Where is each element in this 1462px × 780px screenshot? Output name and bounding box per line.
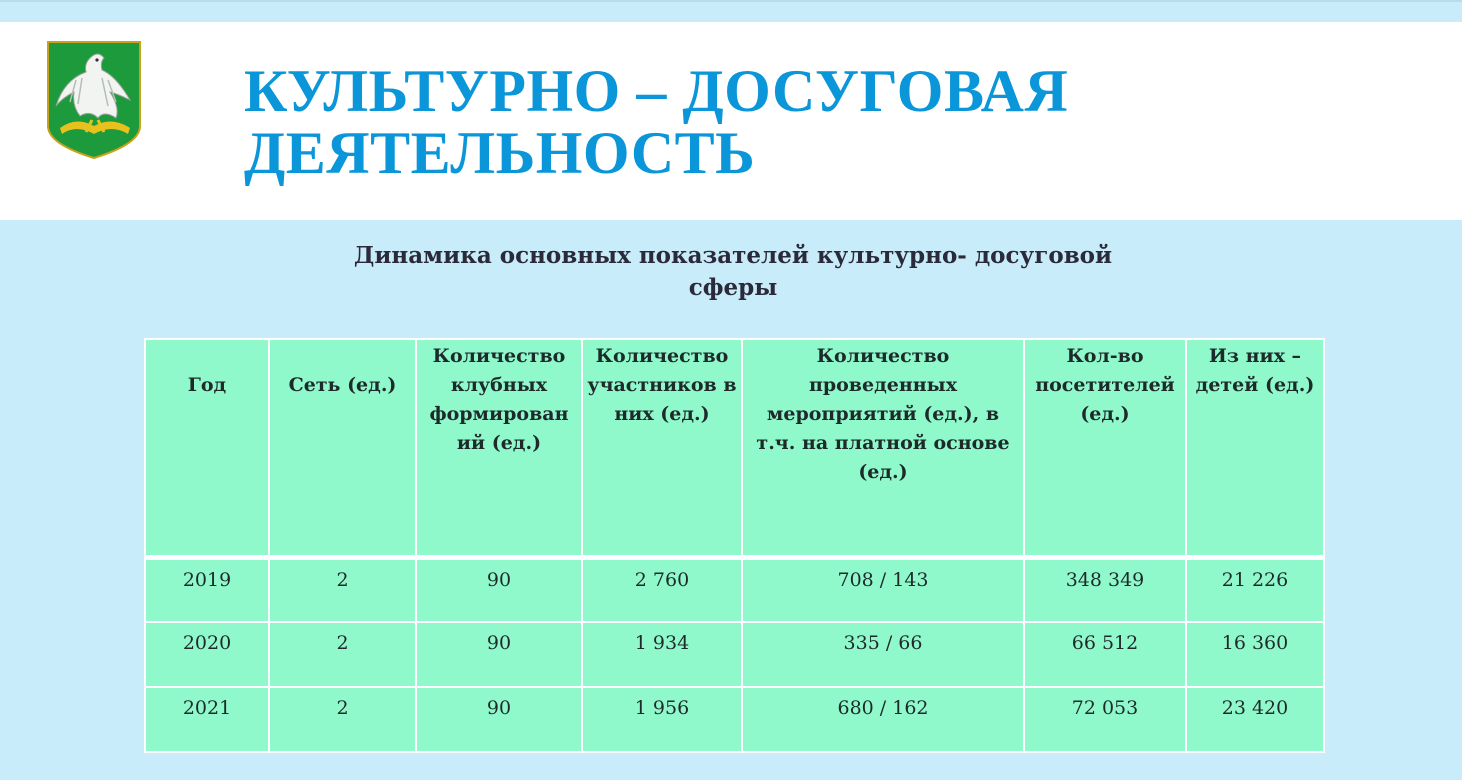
header-participants: Количество участников в них (ед.) bbox=[582, 339, 742, 557]
coat-of-arms-emblem-icon bbox=[46, 40, 142, 160]
cell-children: 23 420 bbox=[1186, 687, 1324, 752]
table-row bbox=[145, 557, 1324, 622]
cell-year: 2020 bbox=[145, 622, 269, 687]
table-row bbox=[145, 687, 1324, 752]
table-caption bbox=[0, 240, 1462, 304]
cell-network: 2 bbox=[269, 557, 416, 622]
cell-club-formations: 90 bbox=[416, 687, 582, 752]
cell-participants: 1 934 bbox=[582, 622, 742, 687]
cell-network: 2 bbox=[269, 687, 416, 752]
cell-visitors: 72 053 bbox=[1024, 687, 1186, 752]
cell-network: 2 bbox=[269, 622, 416, 687]
header-children: Из них – детей (ед.) bbox=[1186, 339, 1324, 557]
top-strip bbox=[0, 0, 1462, 22]
cell-club-formations: 90 bbox=[416, 557, 582, 622]
cell-events: 680 / 162 bbox=[742, 687, 1024, 752]
header-network: Сеть (ед.) bbox=[269, 339, 416, 557]
cell-children: 21 226 bbox=[1186, 557, 1324, 622]
cell-events: 335 / 66 bbox=[742, 622, 1024, 687]
indicators-table bbox=[144, 338, 1325, 753]
cell-participants: 2 760 bbox=[582, 557, 742, 622]
page-title bbox=[244, 60, 1068, 184]
cell-visitors: 66 512 bbox=[1024, 622, 1186, 687]
page-title-line-2: ДЕЯТЕЛЬНОСТЬ bbox=[244, 120, 756, 186]
cell-events: 708 / 143 bbox=[742, 557, 1024, 622]
header-year: Год bbox=[145, 339, 269, 557]
table-header-row bbox=[145, 339, 1324, 557]
table-row bbox=[145, 622, 1324, 687]
cell-year: 2021 bbox=[145, 687, 269, 752]
header-visitors: Кол-во посетителей (ед.) bbox=[1024, 339, 1186, 557]
table-caption-line-2: сферы bbox=[688, 274, 778, 301]
cell-participants: 1 956 bbox=[582, 687, 742, 752]
page-title-line-1: КУЛЬТУРНО – ДОСУГОВАЯ bbox=[244, 58, 1069, 124]
cell-year: 2019 bbox=[145, 557, 269, 622]
table-caption-line-1: Динамика основных показателей культурно- досуговой bbox=[353, 242, 1113, 269]
cell-children: 16 360 bbox=[1186, 622, 1324, 687]
cell-club-formations: 90 bbox=[416, 622, 582, 687]
cell-visitors: 348 349 bbox=[1024, 557, 1186, 622]
header-events: Количество проведенных мероприятий (ед.), в т.ч. на платной основе (ед.) bbox=[742, 339, 1024, 557]
header-club-formations: Количество клубных формирован ий (ед.) bbox=[416, 339, 582, 557]
